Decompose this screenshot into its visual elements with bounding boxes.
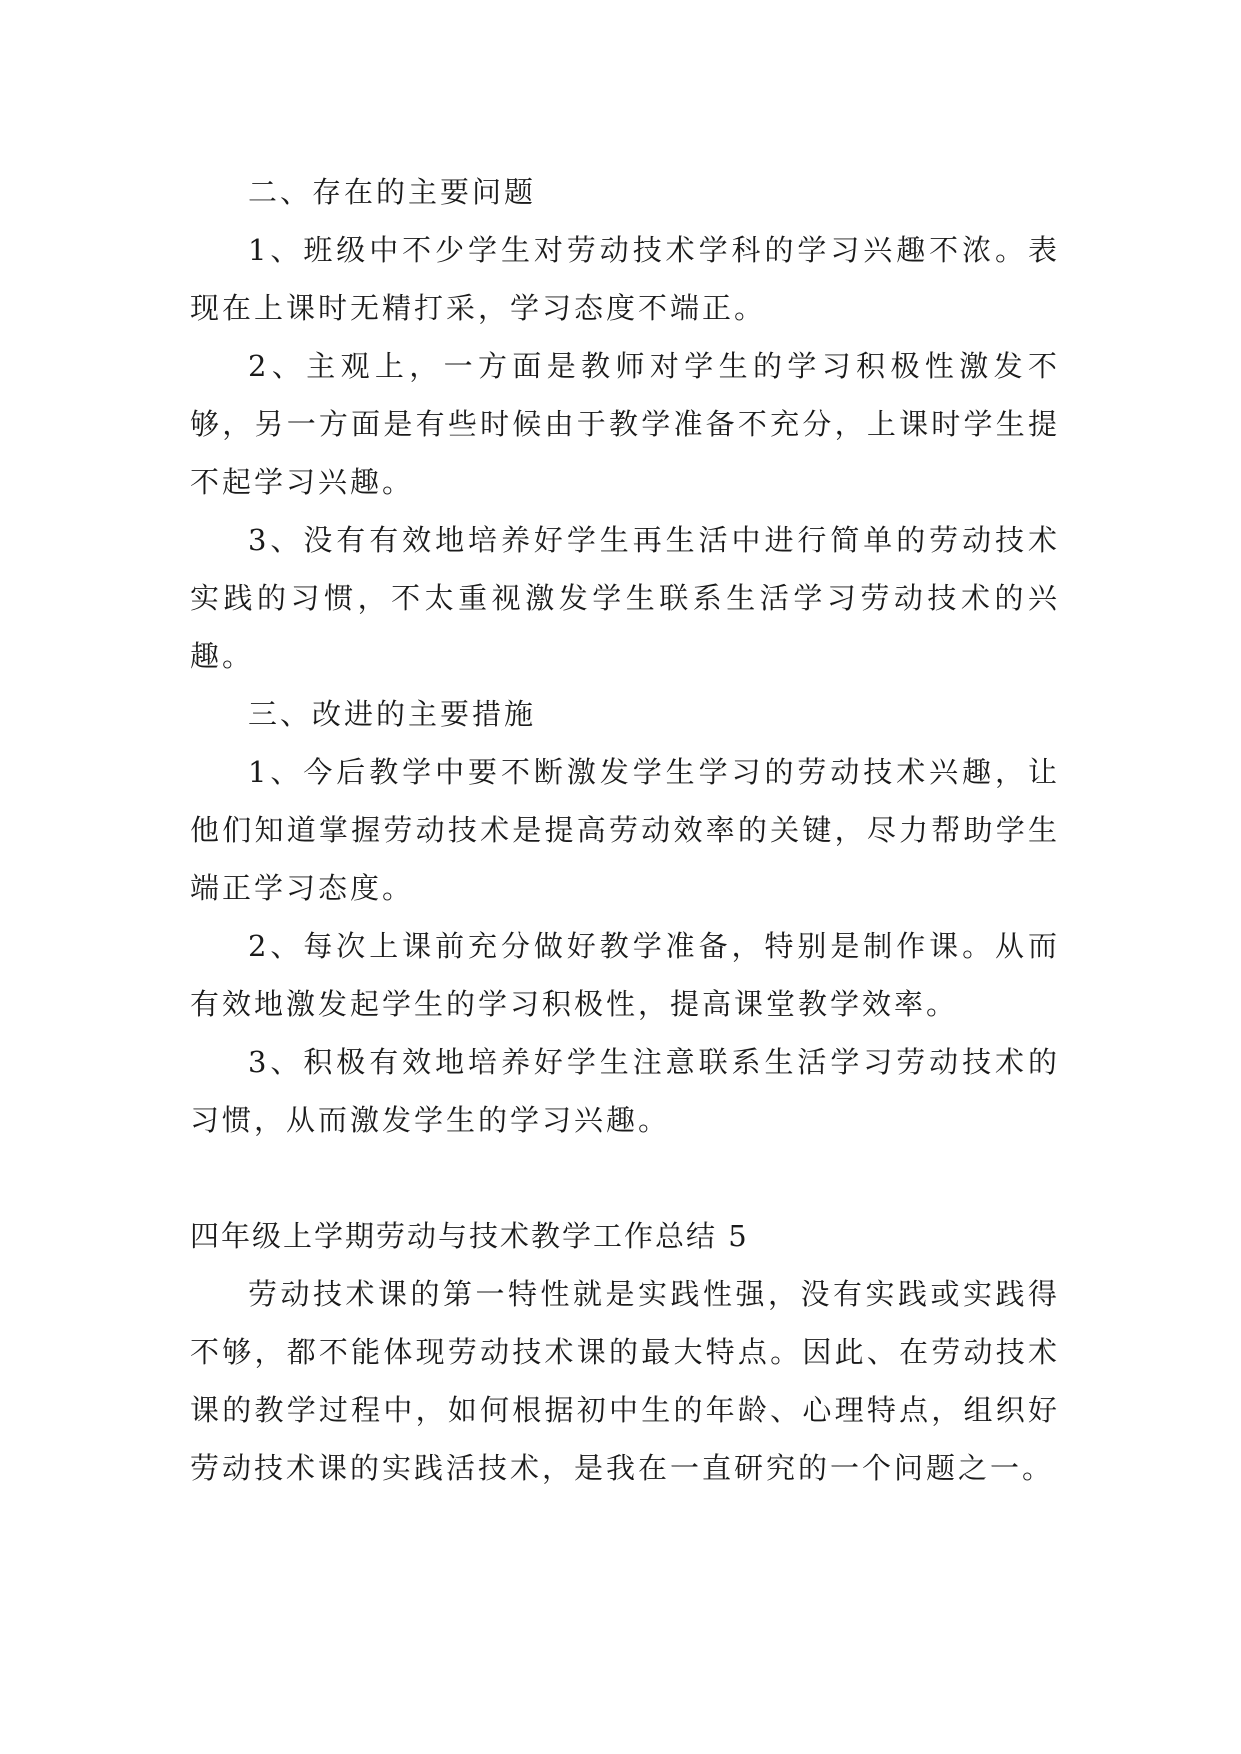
section-spacer	[190, 1149, 1060, 1207]
section-heading-measures: 三、改进的主要措施	[248, 697, 537, 731]
problem-item-1: 1、班级中不少学生对劳动技术学科的学习兴趣不浓。表现在上课时无精打采，学习态度不端正。	[190, 233, 1060, 325]
summary-title: 四年级上学期劳动与技术教学工作总结 5	[190, 1219, 749, 1253]
measure-item-2: 2、每次上课前充分做好教学准备，特别是制作课。从而有效地激发起学生的学习积极性，提高课堂教学效率。	[190, 929, 1060, 1021]
document-body	[190, 163, 1060, 1497]
section-heading-problems: 二、存在的主要问题	[248, 175, 537, 209]
summary-paragraph: 劳动技术课的第一特性就是实践性强，没有实践或实践得不够，都不能体现劳动技术课的最大特点。因此、在劳动技术课的教学过程中，如何根据初中生的年龄、心理特点，组织好劳动技术课的实践活技术，是我在一直研究的一个问题之一。	[190, 1277, 1060, 1485]
measure-item-3: 3、积极有效地培养好学生注意联系生活学习劳动技术的习惯，从而激发学生的学习兴趣。	[190, 1045, 1060, 1137]
problem-item-2: 2、主观上，一方面是教师对学生的学习积极性激发不够，另一方面是有些时候由于教学准备不充分，上课时学生提不起学习兴趣。	[190, 349, 1060, 499]
measure-item-1: 1、今后教学中要不断激发学生学习的劳动技术兴趣，让他们知道掌握劳动技术是提高劳动效率的关键，尽力帮助学生端正学习态度。	[190, 755, 1060, 905]
problem-item-3: 3、没有有效地培养好学生再生活中进行简单的劳动技术实践的习惯，不太重视激发学生联系生活学习劳动技术的兴趣。	[190, 523, 1060, 673]
